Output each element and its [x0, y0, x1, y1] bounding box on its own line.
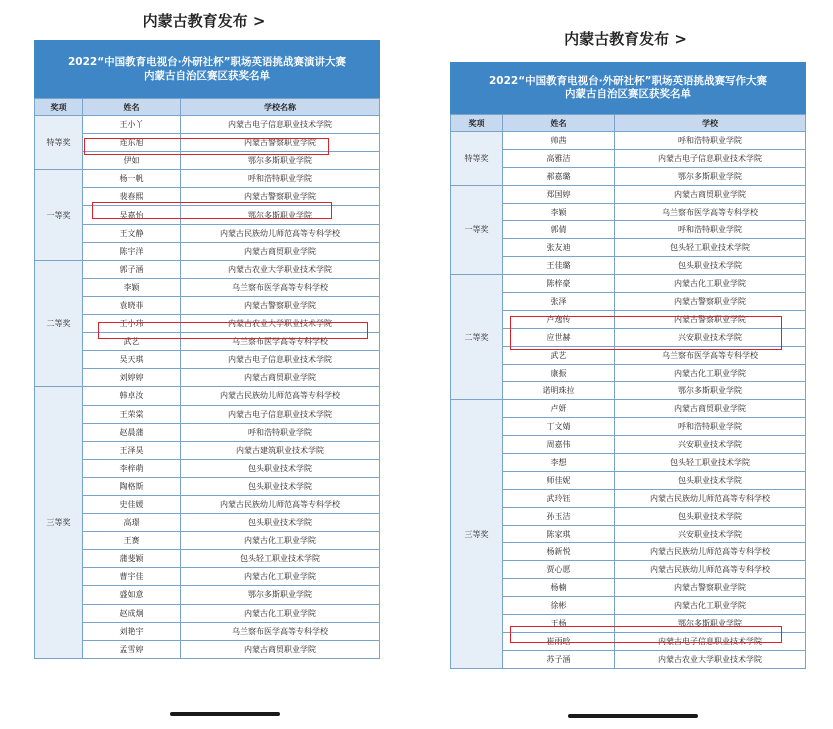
table-row [451, 507, 806, 525]
school-cell: 呼和浩特职业学院 [615, 418, 806, 436]
school-cell: 包头轻工职业技术学院 [615, 239, 806, 257]
name-cell: 刘婷婷 [83, 369, 181, 387]
school-cell: 乌兰察布医学高等专科学校 [181, 622, 380, 640]
name-cell: 吴嘉怡 [83, 206, 181, 224]
school-cell: 内蒙古化工职业学院 [181, 532, 380, 550]
table-row [35, 477, 380, 495]
school-cell: 内蒙古电子信息职业技术学院 [181, 351, 380, 369]
award-level-cell: 一等奖 [35, 170, 83, 260]
school-cell: 内蒙古警察职业学院 [181, 134, 380, 152]
school-cell: 包头轻工职业技术学院 [181, 550, 380, 568]
name-cell: 孙玉洁 [503, 507, 615, 525]
table-row [451, 293, 806, 311]
table-row [451, 382, 806, 400]
banner-subtitle: 内蒙古自治区赛区获奖名单 [565, 88, 691, 100]
name-cell: 丁文婧 [503, 418, 615, 436]
table-row [451, 221, 806, 239]
table-row [35, 278, 380, 296]
name-cell: 袁晓菲 [83, 296, 181, 314]
header-school: 学校 [615, 115, 806, 132]
name-cell: 卢逸传 [503, 310, 615, 328]
name-cell: 蒲斐颖 [83, 550, 181, 568]
school-cell: 包头职业技术学院 [181, 514, 380, 532]
school-cell: 呼和浩特职业学院 [615, 132, 806, 150]
school-cell: 内蒙古民族幼儿师范高等专科学校 [181, 387, 380, 405]
table-row [451, 149, 806, 167]
list-banner [450, 62, 806, 114]
name-cell: 郑国婷 [503, 185, 615, 203]
name-cell: 王荣棠 [83, 405, 181, 423]
school-cell: 内蒙古警察职业学院 [181, 296, 380, 314]
table-row [451, 185, 806, 203]
table-row [451, 525, 806, 543]
name-cell: 高雅洁 [503, 149, 615, 167]
table-row [35, 242, 380, 260]
right-screenshot [418, 0, 833, 729]
school-cell: 内蒙古商贸职业学院 [615, 185, 806, 203]
award-level-cell: 二等奖 [451, 275, 503, 400]
name-cell: 郝嘉璐 [503, 167, 615, 185]
table-row [35, 351, 380, 369]
name-cell: 吴天琪 [83, 351, 181, 369]
name-cell: 韩卓汝 [83, 387, 181, 405]
name-cell: 应世赫 [503, 328, 615, 346]
name-cell: 康振 [503, 364, 615, 382]
school-cell: 鄂尔多斯职业学院 [615, 382, 806, 400]
highlight-box [510, 626, 782, 643]
school-cell: 内蒙古警察职业学院 [615, 579, 806, 597]
name-cell: 崔雨晗 [503, 632, 615, 650]
school-cell: 鄂尔多斯职业学院 [615, 615, 806, 633]
scroll-indicator[interactable] [568, 714, 698, 718]
table-row [35, 441, 380, 459]
name-cell: 曹宇佳 [83, 568, 181, 586]
school-cell: 包头轻工职业技术学院 [615, 454, 806, 472]
table-row [451, 257, 806, 275]
account-title-link[interactable]: 内蒙古教育发布 > [142, 12, 266, 30]
left-screenshot [0, 0, 408, 729]
school-cell: 呼和浩特职业学院 [615, 221, 806, 239]
table-row [35, 568, 380, 586]
table-row [451, 167, 806, 185]
list-banner [34, 40, 380, 98]
school-cell: 内蒙古民族幼儿师范高等专科学校 [181, 495, 380, 513]
name-cell: 盛如意 [83, 586, 181, 604]
table-row [451, 650, 806, 668]
table-row [35, 532, 380, 550]
school-cell: 内蒙古商贸职业学院 [181, 369, 380, 387]
table-row [35, 514, 380, 532]
school-cell: 乌兰察布医学高等专科学校 [615, 203, 806, 221]
school-cell: 兴安职业技术学院 [615, 525, 806, 543]
name-cell: 陶格斯 [83, 477, 181, 495]
school-cell: 内蒙古商贸职业学院 [615, 400, 806, 418]
table-row [451, 275, 806, 293]
school-cell: 鄂尔多斯职业学院 [615, 167, 806, 185]
school-cell: 内蒙古电子信息职业技术学院 [181, 405, 380, 423]
name-cell: 陈梓豪 [503, 275, 615, 293]
school-cell: 内蒙古警察职业学院 [615, 310, 806, 328]
school-cell: 包头职业技术学院 [181, 477, 380, 495]
school-cell: 内蒙古民族幼儿师范高等专科学校 [615, 489, 806, 507]
name-cell: 李颖 [503, 203, 615, 221]
banner-title: 2022“中国教育电视台·外研社杯”职场英语挑战赛写作大赛 [488, 75, 767, 87]
table-row [451, 471, 806, 489]
name-cell: 师佳妮 [503, 471, 615, 489]
table-row [451, 454, 806, 472]
table-row [451, 239, 806, 257]
school-cell: 内蒙古电子信息职业技术学院 [615, 149, 806, 167]
right-award-list-image [450, 62, 806, 722]
school-cell: 包头职业技术学院 [615, 507, 806, 525]
header-name: 姓名 [83, 99, 181, 116]
school-cell: 内蒙古警察职业学院 [615, 293, 806, 311]
name-cell: 武玲钰 [503, 489, 615, 507]
left-award-list-image [34, 40, 380, 720]
name-cell: 诺明珠拉 [503, 382, 615, 400]
name-cell: 杨楠 [503, 579, 615, 597]
header-award: 奖项 [451, 115, 503, 132]
school-cell: 内蒙古建筑职业技术学院 [181, 441, 380, 459]
award-level-cell: 特等奖 [35, 116, 83, 170]
school-cell: 呼和浩特职业学院 [181, 423, 380, 441]
award-level-cell: 特等奖 [451, 132, 503, 186]
award-level-cell: 二等奖 [35, 260, 83, 387]
school-cell: 包头职业技术学院 [615, 471, 806, 489]
school-cell: 鄂尔多斯职业学院 [181, 152, 380, 170]
school-cell: 内蒙古化工职业学院 [181, 568, 380, 586]
award-level-cell: 一等奖 [451, 185, 503, 274]
table-row [35, 224, 380, 242]
table-row [35, 423, 380, 441]
highlight-box [92, 202, 332, 219]
school-cell: 内蒙古化工职业学院 [615, 597, 806, 615]
name-cell: 郭子涵 [83, 260, 181, 278]
name-cell: 武艺 [503, 346, 615, 364]
name-cell: 连东旭 [83, 134, 181, 152]
table-row [451, 597, 806, 615]
school-cell: 内蒙古民族幼儿师范高等专科学校 [615, 561, 806, 579]
highlight-box [98, 322, 368, 339]
school-cell: 内蒙古电子信息职业技术学院 [181, 116, 380, 134]
table-row [451, 418, 806, 436]
name-cell: 陈宇洋 [83, 242, 181, 260]
table-row [35, 550, 380, 568]
school-cell: 乌兰察布医学高等专科学校 [181, 333, 380, 351]
name-cell: 孟雪婷 [83, 640, 181, 658]
name-cell: 李想 [503, 454, 615, 472]
name-cell: 王泽昊 [83, 441, 181, 459]
name-cell: 王佳璐 [503, 257, 615, 275]
header-school: 学校名称 [181, 99, 380, 116]
table-row [35, 622, 380, 640]
award-table-body [35, 116, 380, 659]
banner-title: 2022“中国教育电视台·外研社杯”职场英语挑战赛演讲大赛 [67, 56, 346, 68]
name-cell: 卢妍 [503, 400, 615, 418]
table-row [35, 459, 380, 477]
name-cell: 陈家琪 [503, 525, 615, 543]
name-cell: 杨新悦 [503, 543, 615, 561]
table-row [35, 495, 380, 513]
table-row [35, 387, 380, 405]
school-cell: 内蒙古农业大学职业技术学院 [181, 260, 380, 278]
name-cell: 刘艳宇 [83, 622, 181, 640]
table-row [451, 400, 806, 418]
name-cell: 帅茜 [503, 132, 615, 150]
table-row [35, 260, 380, 278]
table-row [35, 296, 380, 314]
name-cell: 徐彬 [503, 597, 615, 615]
award-level-cell: 三等奖 [451, 400, 503, 668]
banner-subtitle: 内蒙古自治区赛区获奖名单 [144, 70, 270, 82]
name-cell: 张泽 [503, 293, 615, 311]
table-row [35, 116, 380, 134]
name-cell: 苏子涵 [503, 650, 615, 668]
name-cell: 王文静 [83, 224, 181, 242]
scroll-indicator[interactable] [170, 712, 280, 716]
school-cell: 内蒙古农业大学职业技术学院 [615, 650, 806, 668]
school-cell: 乌兰察布医学高等专科学校 [181, 278, 380, 296]
table-row [451, 561, 806, 579]
name-cell: 王赛 [83, 532, 181, 550]
table-row [451, 364, 806, 382]
table-row [35, 586, 380, 604]
table-row [35, 170, 380, 188]
school-cell: 内蒙古化工职业学院 [181, 604, 380, 622]
table-row [35, 405, 380, 423]
name-cell: 王小玮 [83, 315, 181, 333]
name-cell: 周嘉伟 [503, 436, 615, 454]
school-cell: 内蒙古商贸职业学院 [181, 640, 380, 658]
table-row [451, 489, 806, 507]
name-cell: 郭倩 [503, 221, 615, 239]
table-row [451, 203, 806, 221]
table-row [451, 579, 806, 597]
name-cell: 高璟 [83, 514, 181, 532]
school-cell: 鄂尔多斯职业学院 [181, 586, 380, 604]
school-cell: 包头职业技术学院 [615, 257, 806, 275]
school-cell: 乌兰察布医学高等专科学校 [615, 346, 806, 364]
highlight-box [510, 316, 782, 350]
header-name: 姓名 [503, 115, 615, 132]
school-cell: 内蒙古电子信息职业技术学院 [615, 632, 806, 650]
school-cell: 内蒙古警察职业学院 [181, 188, 380, 206]
name-cell: 王杨 [503, 615, 615, 633]
name-cell: 张友迪 [503, 239, 615, 257]
highlight-box [84, 138, 329, 155]
school-cell: 鄂尔多斯职业学院 [181, 206, 380, 224]
name-cell: 李梓萌 [83, 459, 181, 477]
school-cell: 包头职业技术学院 [181, 459, 380, 477]
award-level-cell: 三等奖 [35, 387, 83, 658]
name-cell: 武艺 [83, 333, 181, 351]
school-cell: 内蒙古民族幼儿师范高等专科学校 [181, 224, 380, 242]
name-cell: 伊如 [83, 152, 181, 170]
header-award: 奖项 [35, 99, 83, 116]
account-title-link[interactable]: 内蒙古教育发布 > [564, 30, 687, 48]
name-cell: 李颖 [83, 278, 181, 296]
table-row [35, 369, 380, 387]
table-row [451, 543, 806, 561]
table-row [451, 132, 806, 150]
school-cell: 呼和浩特职业学院 [181, 170, 380, 188]
name-cell: 王小丫 [83, 116, 181, 134]
school-cell: 内蒙古化工职业学院 [615, 364, 806, 382]
name-cell: 赵晨蒲 [83, 423, 181, 441]
name-cell: 史佳媛 [83, 495, 181, 513]
award-table [34, 98, 380, 659]
name-cell: 裴春熙 [83, 188, 181, 206]
name-cell: 赵成炯 [83, 604, 181, 622]
school-cell: 兴安职业技术学院 [615, 328, 806, 346]
school-cell: 内蒙古商贸职业学院 [181, 242, 380, 260]
table-row [451, 436, 806, 454]
school-cell: 内蒙古化工职业学院 [615, 275, 806, 293]
school-cell: 兴安职业技术学院 [615, 436, 806, 454]
table-row [35, 640, 380, 658]
award-table [450, 114, 806, 669]
school-cell: 内蒙古农业大学职业技术学院 [181, 315, 380, 333]
table-row [35, 604, 380, 622]
name-cell: 贾心愿 [503, 561, 615, 579]
school-cell: 内蒙古民族幼儿师范高等专科学校 [615, 543, 806, 561]
award-table-body [451, 132, 806, 669]
name-cell: 杨一帆 [83, 170, 181, 188]
